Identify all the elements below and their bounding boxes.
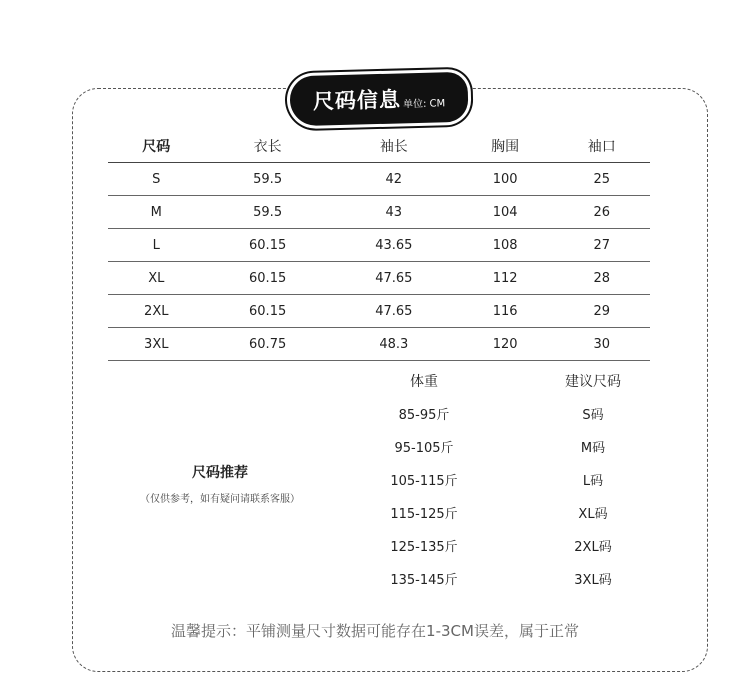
cell: 30 — [553, 328, 650, 361]
tip-note: 温馨提示：平铺测量尺寸数据可能存在1-3CM误差，属于正常 — [171, 622, 579, 640]
cell: 95-105斤 — [394, 441, 454, 456]
header-cuff: 袖口 — [553, 130, 650, 163]
cell: 125-135斤 — [390, 540, 458, 555]
size-recommend-label: 尺码推荐 — [192, 465, 248, 481]
cell: 3XL码 — [574, 573, 612, 588]
table-row — [108, 262, 650, 295]
cell: 60.15 — [205, 262, 331, 295]
cell: 104 — [457, 196, 554, 229]
size-table — [108, 130, 650, 361]
cell: XL码 — [578, 507, 608, 522]
table-row — [372, 463, 710, 496]
cell: 28 — [553, 262, 650, 295]
header-chest: 胸围 — [457, 130, 554, 163]
table-row — [372, 397, 710, 430]
cell: 116 — [457, 295, 554, 328]
cell: 135-145斤 — [390, 573, 458, 588]
header-suggested-size: 建议尺码 — [565, 373, 621, 390]
cell: 25 — [553, 163, 650, 196]
cell: 47.65 — [331, 262, 457, 295]
cell: 105-115斤 — [390, 474, 458, 489]
cell: 27 — [553, 229, 650, 262]
cell: 42 — [331, 163, 457, 196]
cell: 108 — [457, 229, 554, 262]
table-row — [372, 430, 710, 463]
cell: 2XL码 — [574, 540, 612, 555]
cell: S — [108, 163, 205, 196]
cell: L码 — [582, 474, 604, 489]
unit-label: 单位: CM — [402, 97, 446, 110]
cell: 43.65 — [331, 229, 457, 262]
header-size: 尺码 — [108, 130, 205, 163]
cell: 48.3 — [331, 328, 457, 361]
table-row — [372, 529, 710, 562]
table-row — [108, 163, 650, 196]
cell: XL — [108, 262, 205, 295]
table-row — [372, 496, 710, 529]
table-row — [372, 562, 710, 595]
page-title: 尺码信息 — [312, 87, 402, 114]
table-row — [108, 229, 650, 262]
cell: 47.65 — [331, 295, 457, 328]
cell: 100 — [457, 163, 554, 196]
size-recommend-note: （仅供参考，如有疑问请联系客服） — [140, 494, 300, 505]
cell: 60.75 — [205, 328, 331, 361]
header-length: 衣长 — [205, 130, 331, 163]
cell: 115-125斤 — [390, 507, 458, 522]
cell: 120 — [457, 328, 554, 361]
cell: 85-95斤 — [398, 408, 450, 423]
cell: 26 — [553, 196, 650, 229]
header-weight: 体重 — [410, 373, 438, 390]
recommend-header — [372, 364, 710, 397]
size-table-header — [108, 130, 650, 163]
cell: 60.15 — [205, 229, 331, 262]
table-row — [108, 196, 650, 229]
table-row — [108, 328, 650, 361]
cell: 112 — [457, 262, 554, 295]
cell: 29 — [553, 295, 650, 328]
cell: 60.15 — [205, 295, 331, 328]
cell: M码 — [580, 441, 606, 456]
cell: 2XL — [108, 295, 205, 328]
cell: M — [108, 196, 205, 229]
cell: L — [108, 229, 205, 262]
cell: 59.5 — [205, 163, 331, 196]
title-badge — [289, 72, 468, 127]
cell: 59.5 — [205, 196, 331, 229]
cell: 3XL — [108, 328, 205, 361]
cell: S码 — [582, 408, 604, 423]
recommend-table — [372, 364, 710, 595]
header-sleeve: 袖长 — [331, 130, 457, 163]
table-row — [108, 295, 650, 328]
cell: 43 — [331, 196, 457, 229]
